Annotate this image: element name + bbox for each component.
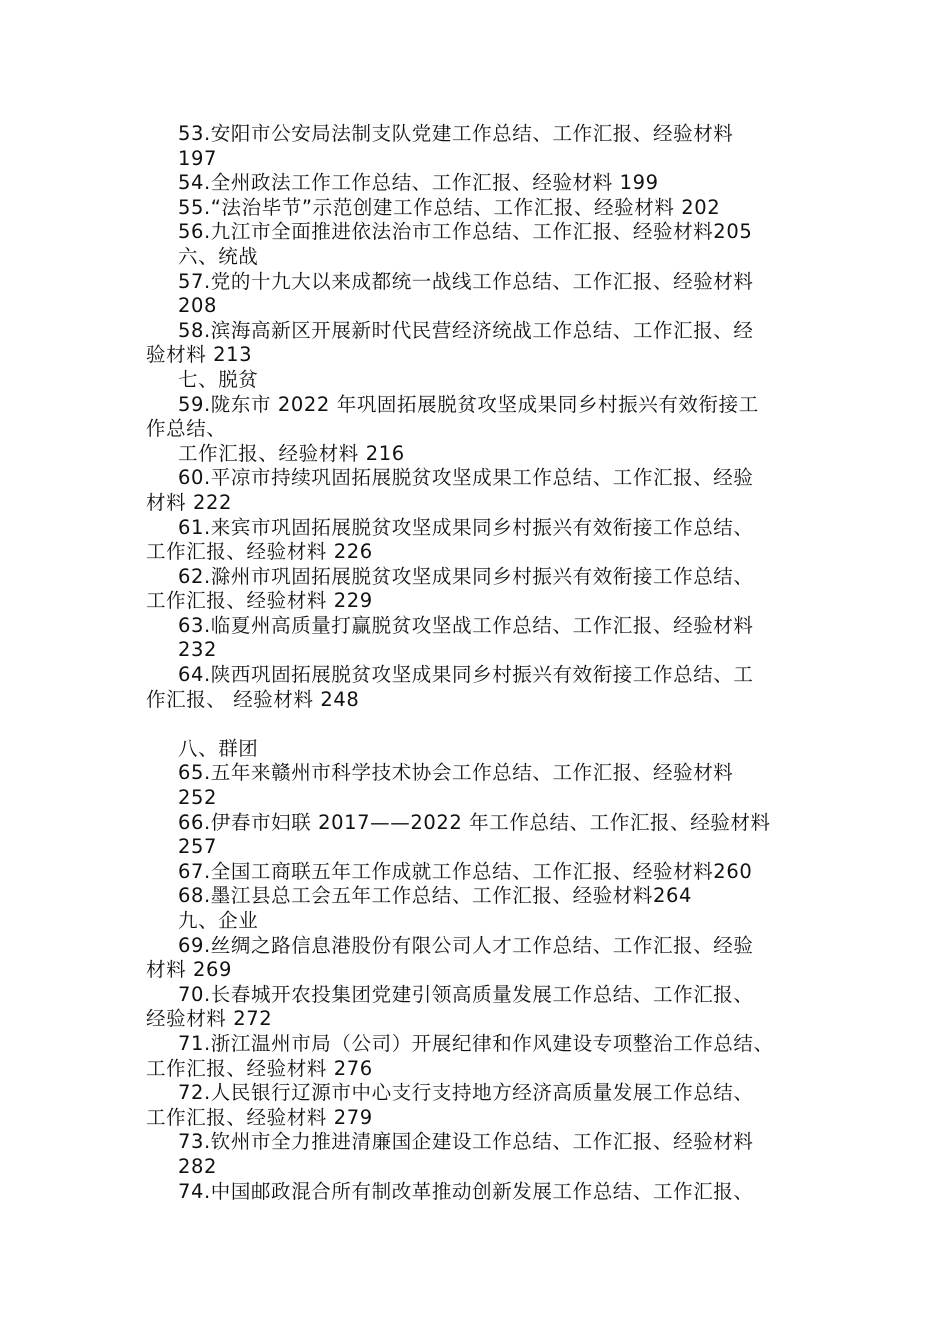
toc-line: 作汇报、 经验材料 248	[146, 687, 360, 711]
toc-line: 材料 222	[146, 490, 233, 514]
toc-line: 工作汇报、经验材料 229	[146, 589, 373, 613]
toc-line: 56.九江市全面推进依法治市工作总结、工作汇报、经验材料205	[178, 220, 753, 244]
toc-line: 六、统战	[178, 244, 259, 268]
toc-page	[146, 122, 810, 1204]
toc-line: 64.陕西巩固拓展脱贫攻坚成果同乡村振兴有效衔接工作总结、工	[178, 663, 754, 687]
toc-line: 63.临夏州高质量打赢脱贫攻坚战工作总结、工作汇报、经验材料	[178, 613, 754, 637]
toc-line: 67.全国工商联五年工作成就工作总结、工作汇报、经验材料260	[178, 859, 753, 883]
toc-line: 62.滁州市巩固拓展脱贫攻坚成果同乡村振兴有效衔接工作总结、	[178, 564, 754, 588]
toc-line: 工作汇报、经验材料 226	[146, 540, 373, 564]
toc-line: 60.平凉市持续巩固拓展脱贫攻坚成果工作总结、工作汇报、经验	[178, 466, 754, 490]
toc-line: 作总结、	[146, 417, 227, 441]
toc-line: 验材料 213	[146, 343, 253, 367]
toc-line: 282	[178, 1154, 218, 1178]
toc-line: 74.中国邮政混合所有制改革推动创新发展工作总结、工作汇报、	[178, 1179, 754, 1203]
toc-line: 72.人民银行辽源市中心支行支持地方经济高质量发展工作总结、	[178, 1081, 754, 1105]
toc-line: 69.丝绸之路信息港股份有限公司人才工作总结、工作汇报、经验	[178, 933, 754, 957]
toc-line: 经验材料 272	[146, 1007, 273, 1031]
toc-line: 七、脱贫	[178, 367, 259, 391]
toc-line: 232	[178, 638, 218, 662]
toc-line: 208	[178, 294, 218, 318]
toc-line: 197	[178, 146, 218, 170]
toc-line: 65.五年来赣州市科学技术协会工作总结、工作汇报、经验材料	[178, 761, 734, 785]
toc-line: 61.来宾市巩固拓展脱贫攻坚成果同乡村振兴有效衔接工作总结、	[178, 515, 754, 539]
toc-line: 71.浙江温州市局（公司）开展纪律和作风建设专项整治工作总结、	[178, 1031, 774, 1055]
toc-line: 59.陇东市 2022 年巩固拓展脱贫攻坚成果同乡村振兴有效衔接工	[178, 392, 759, 416]
toc-line: 材料 269	[146, 958, 233, 982]
toc-line: 252	[178, 786, 218, 810]
blank-line	[146, 712, 810, 737]
toc-line: 工作汇报、经验材料 216	[178, 441, 405, 465]
toc-line: 73.钦州市全力推进清廉国企建设工作总结、工作汇报、经验材料	[178, 1130, 754, 1154]
toc-line: 工作汇报、经验材料 279	[146, 1105, 373, 1129]
toc-line: 68.墨江县总工会五年工作总结、工作汇报、经验材料264	[178, 884, 693, 908]
toc-line: 57.党的十九大以来成都统一战线工作总结、工作汇报、经验材料	[178, 269, 754, 293]
toc-line: 55.“法治毕节”示范创建工作总结、工作汇报、经验材料 202	[178, 195, 721, 219]
toc-line: 70.长春城开农投集团党建引领高质量发展工作总结、工作汇报、	[178, 982, 754, 1006]
toc-line: 58.滨海高新区开展新时代民营经济统战工作总结、工作汇报、经	[178, 318, 754, 342]
toc-line: 257	[178, 835, 218, 859]
toc-line: 九、企业	[178, 909, 259, 932]
toc-line: 工作汇报、经验材料 276	[146, 1056, 373, 1080]
toc-line: 八、群团	[178, 736, 259, 760]
toc-line: 54.全州政法工作工作总结、工作汇报、经验材料 199	[178, 171, 659, 195]
toc-line: 53.安阳市公安局法制支队党建工作总结、工作汇报、经验材料	[178, 122, 734, 145]
toc-line: 66.伊春市妇联 2017——2022 年工作总结、工作汇报、经验材料	[178, 810, 771, 834]
